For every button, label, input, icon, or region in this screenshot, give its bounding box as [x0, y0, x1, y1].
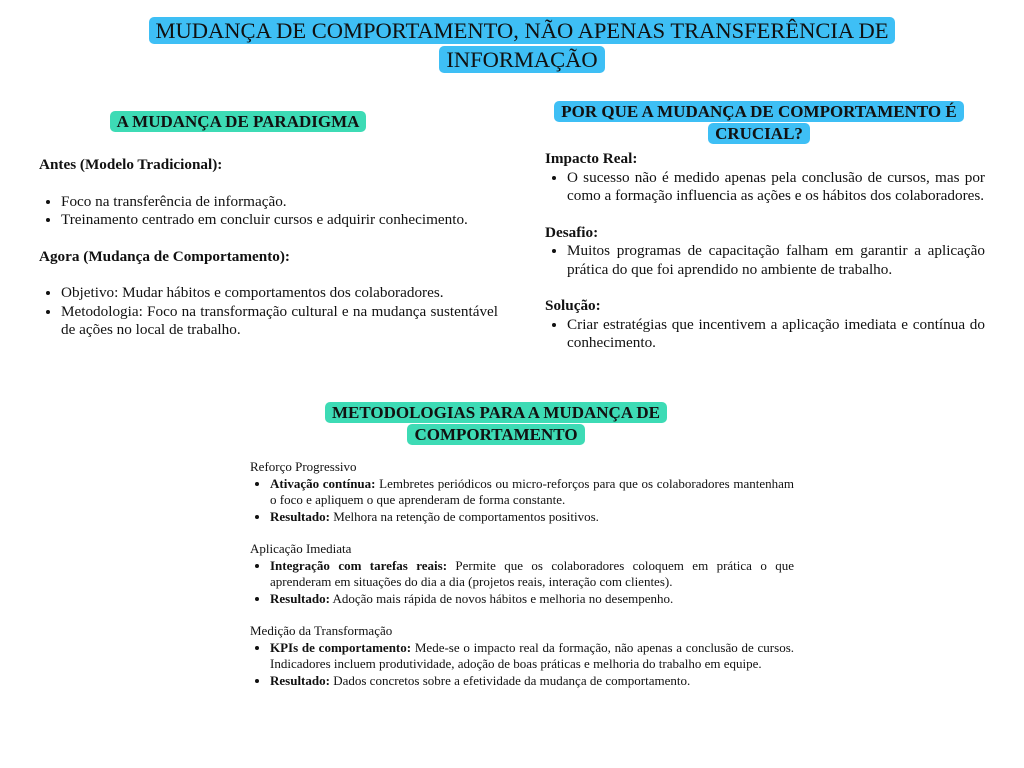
- list-item: • KPIs de comportamento: Mede-se o impacto real da formação, não apenas a conclusão de cursos. Indicadores incluem produtividade, adoção de boas práticas e melhoria do trabalho em equipe.: [270, 640, 794, 673]
- methods-heading: METODOLOGIAS PARA A MUDANÇA DE COMPORTAMENTO: [318, 402, 674, 446]
- list-item: • O sucesso não é medido apenas pela conclusão de cursos, mas por como a formação influencia as ações e os hábitos dos colaboradores.: [567, 169, 985, 206]
- page-title: [130, 16, 914, 74]
- list-item: • Objetivo: Mudar hábitos e comportamentos dos colaboradores.: [61, 284, 498, 303]
- list-item: • Integração com tarefas reais: Permite que os colaboradores coloquem em prática o que aprenderam em situações do dia a dia (projetos reais, interação com clientes).: [270, 558, 794, 591]
- now-label: Agora (Mudança de Comportamento):: [39, 247, 290, 265]
- list-item: • Metodologia: Foco na transformação cultural e na mudança sustentável de ações no local de trabalho.: [61, 303, 498, 340]
- methods-section: [250, 459, 794, 689]
- method-label: Reforço Progressivo: [250, 459, 357, 474]
- why-section: [545, 150, 985, 353]
- page-title-text: MUDANÇA DE COMPORTAMENTO, NÃO APENAS TRANSFERÊNCIA DE INFORMAÇÃO: [149, 17, 896, 73]
- list-item: • Resultado: Adoção mais rápida de novos hábitos e melhoria no desempenho.: [270, 591, 794, 608]
- list-item: • Resultado: Melhora na retenção de comportamentos positivos.: [270, 509, 794, 526]
- why-heading: POR QUE A MUDANÇA DE COMPORTAMENTO É CRUCIAL?: [546, 101, 972, 145]
- solution-label: Solução:: [545, 297, 601, 314]
- method-label: Medição da Transformação: [250, 623, 393, 638]
- before-list: [39, 193, 498, 230]
- list-item: • Resultado: Dados concretos sobre a efetividade da mudança de comportamento.: [270, 673, 794, 690]
- list-item: • Foco na transferência de informação.: [61, 193, 498, 212]
- method-label: Aplicação Imediata: [250, 541, 352, 556]
- list-item: • Muitos programas de capacitação falham em garantir a aplicação prática do que foi aprendido no ambiente de trabalho.: [567, 242, 985, 279]
- list-item: • Criar estratégias que incentivem a aplicação imediata e contínua do conhecimento.: [567, 316, 985, 353]
- paradigm-heading: A MUDANÇA DE PARADIGMA: [106, 110, 370, 134]
- challenge-label: Desafio:: [545, 223, 599, 241]
- paradigm-section: [39, 156, 498, 340]
- list-item: • Ativação contínua: Lembretes periódicos ou micro-reforços para que os colaboradores mantenham o foco e apliquem o que aprenderam de forma constante.: [270, 476, 794, 509]
- now-list: [39, 284, 498, 340]
- list-item: • Treinamento centrado em concluir cursos e adquirir conhecimento.: [61, 211, 498, 230]
- before-label: Antes (Modelo Tradicional):: [39, 156, 223, 173]
- impact-label: Impacto Real:: [545, 150, 638, 167]
